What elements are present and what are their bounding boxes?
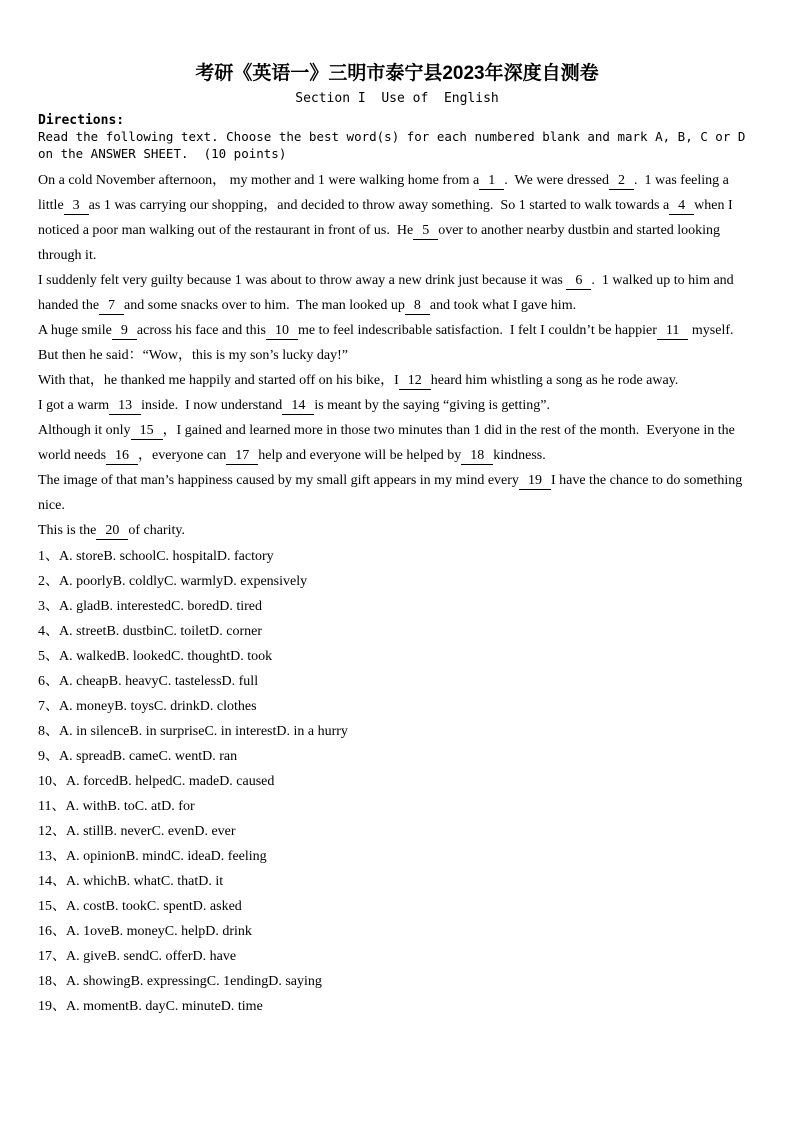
option-a: A. walked (59, 649, 117, 664)
question-row-12 (38, 819, 756, 844)
passage-paragraph: On a cold November afternoon， my mother and 1 were walking home from a 1 . We were dressed 2 . 1 was feeling a little 3 as 1 was carrying our shopping，and decided to throw away something. So 1 started to walk towards a 4 when I noticed a poor man walking out of the restaurant in front of us. He 5 over to another nearby dustbin and started looking through it. (38, 173, 737, 263)
cloze-passage (38, 168, 756, 543)
option-a: A. street (59, 624, 107, 639)
option-b: B. expressing (130, 974, 207, 989)
cloze-blank-7: 7 (99, 297, 124, 315)
option-d: D. ran (202, 749, 238, 764)
option-b: B. never (104, 824, 152, 839)
passage-paragraph: Although it only 15 ，I gained and learned more in those two minutes than 1 did in the rest of the month. Everyone in the world needs 16 ，everyone can 17 help and everyone will be helped by 18 kindness. (38, 423, 739, 463)
option-a: A. give (66, 949, 108, 964)
option-b: B. dustbin (106, 624, 165, 639)
cloze-blank-15: 15 (131, 422, 163, 440)
question-number: 17、 (38, 949, 66, 964)
page-title: 考研《英语一》三明市泰宁县2023年深度自测卷 (195, 63, 599, 84)
passage-paragraph: A huge smile 9 across his face and this 10 me to feel indescribable satisfaction. I felt I couldn’t be happier 11 myself. But then he said：“Wow，this is my son’s lucky day!” (38, 323, 741, 363)
passage-paragraph: This is the 20 of charity. (38, 523, 185, 538)
cloze-blank-10: 10 (266, 322, 298, 340)
question-row-5 (38, 644, 756, 669)
cloze-blank-20: 20 (96, 522, 128, 540)
option-d: D. tired (219, 599, 262, 614)
question-number: 18、 (38, 974, 66, 989)
option-d: D. time (220, 999, 263, 1014)
question-row-3 (38, 594, 756, 619)
option-a: A. store (59, 549, 104, 564)
option-b: B. money (110, 924, 165, 939)
cloze-blank-1: 1 (479, 172, 504, 190)
option-c: C. idea (171, 849, 211, 864)
option-c: C. hospital (156, 549, 217, 564)
option-c: C. at (134, 799, 162, 814)
option-b: B. interested (100, 599, 171, 614)
cloze-blank-3: 3 (64, 197, 89, 215)
option-c: C. warmly (164, 574, 224, 589)
cloze-blank-12: 12 (399, 372, 431, 390)
option-d: D. expensively (223, 574, 308, 589)
option-d: D. it (198, 874, 224, 889)
question-row-19 (38, 994, 756, 1019)
question-row-9 (38, 744, 756, 769)
cloze-blank-14: 14 (282, 397, 314, 415)
option-c: C. that (160, 874, 199, 889)
option-d: D. for (161, 799, 195, 814)
question-number: 5、 (38, 649, 59, 664)
option-c: C. in interest (204, 724, 277, 739)
passage-paragraph: The image of that man’s happiness caused by my small gift appears in my mind every 19 I have the chance to do something nice. (38, 473, 746, 513)
option-b: B. to (107, 799, 135, 814)
option-c: C. thought (171, 649, 231, 664)
option-d: D. ever (194, 824, 236, 839)
option-d: D. saying (268, 974, 322, 989)
option-d: D. asked (192, 899, 242, 914)
option-b: B. send (107, 949, 150, 964)
option-a: A. in silence (59, 724, 130, 739)
question-number: 4、 (38, 624, 59, 639)
cloze-blank-8: 8 (405, 297, 430, 315)
options-list (38, 544, 756, 1019)
option-d: D. have (192, 949, 237, 964)
question-row-2 (38, 569, 756, 594)
option-b: B. came (112, 749, 159, 764)
option-a: A. which (66, 874, 118, 889)
cloze-blank-4: 4 (669, 197, 694, 215)
option-d: D. took (230, 649, 273, 664)
option-a: A. moment (66, 999, 129, 1014)
question-number: 3、 (38, 599, 59, 614)
passage-paragraph: I got a warm 13 inside. I now understand 14 is meant by the saying “giving is getting”. (38, 398, 550, 413)
question-row-7 (38, 694, 756, 719)
cloze-blank-17: 17 (226, 447, 258, 465)
option-c: C. even (151, 824, 195, 839)
option-a: A. forced (66, 774, 119, 789)
option-c: C. drink (153, 699, 200, 714)
option-d: D. full (221, 674, 259, 689)
question-number: 16、 (38, 924, 66, 939)
question-row-16 (38, 919, 756, 944)
question-number: 11、 (38, 799, 66, 814)
question-row-17 (38, 944, 756, 969)
directions-label: Directions: (38, 113, 125, 128)
option-d: D. corner (209, 624, 263, 639)
option-b: B. helped (118, 774, 173, 789)
option-c: C. minute (165, 999, 221, 1014)
question-row-6 (38, 669, 756, 694)
option-d: D. feeling (210, 849, 267, 864)
question-row-11 (38, 794, 756, 819)
option-b: B. looked (116, 649, 171, 664)
question-number: 9、 (38, 749, 59, 764)
option-c: C. went (158, 749, 203, 764)
option-d: D. caused (219, 774, 275, 789)
option-b: B. in surprise (129, 724, 205, 739)
option-b: B. took (105, 899, 147, 914)
question-row-18 (38, 969, 756, 994)
option-a: A. money (59, 699, 115, 714)
question-number: 7、 (38, 699, 59, 714)
option-c: C. toilet (164, 624, 210, 639)
option-c: C. spent (146, 899, 193, 914)
option-c: C. made (172, 774, 220, 789)
option-a: A. showing (66, 974, 131, 989)
question-number: 8、 (38, 724, 59, 739)
option-c: C. 1ending (206, 974, 269, 989)
option-c: C. offer (149, 949, 193, 964)
question-row-10 (38, 769, 756, 794)
question-number: 1、 (38, 549, 59, 564)
cloze-blank-19: 19 (519, 472, 551, 490)
option-c: C. help (164, 924, 206, 939)
option-b: B. toys (114, 699, 154, 714)
option-d: D. clothes (199, 699, 257, 714)
cloze-blank-9: 9 (112, 322, 137, 340)
option-c: C. tasteless (158, 674, 222, 689)
option-a: A. opinion (66, 849, 126, 864)
option-b: B. day (129, 999, 166, 1014)
question-row-14 (38, 869, 756, 894)
question-number: 14、 (38, 874, 66, 889)
option-d: D. factory (216, 549, 274, 564)
option-b: B. heavy (108, 674, 159, 689)
passage-paragraph: I suddenly felt very guilty because 1 was about to throw away a new drink just because it was 6 . 1 walked up to him and handed the 7 and some snacks over to him. The man looked up 8 and took what I gave him. (38, 273, 738, 313)
question-row-13 (38, 844, 756, 869)
question-row-4 (38, 619, 756, 644)
option-a: A. cost (66, 899, 106, 914)
question-row-1 (38, 544, 756, 569)
cloze-blank-6: 6 (566, 272, 591, 290)
option-a: A. spread (59, 749, 113, 764)
passage-paragraph: With that，he thanked me happily and started off on his bike，I 12 heard him whistling a song as he rode away. (38, 373, 679, 388)
option-b: B. what (117, 874, 161, 889)
option-b: B. mind (125, 849, 172, 864)
question-row-15 (38, 894, 756, 919)
question-number: 12、 (38, 824, 66, 839)
cloze-blank-5: 5 (413, 222, 438, 240)
cloze-blank-2: 2 (609, 172, 634, 190)
question-number: 6、 (38, 674, 59, 689)
option-b: B. coldly (112, 574, 165, 589)
question-number: 15、 (38, 899, 66, 914)
option-a: A. with (65, 799, 108, 814)
question-number: 19、 (38, 999, 66, 1014)
cloze-blank-18: 18 (461, 447, 493, 465)
cloze-blank-11: 11 (657, 322, 688, 340)
question-number: 10、 (38, 774, 66, 789)
question-number: 2、 (38, 574, 59, 589)
option-c: C. bored (170, 599, 220, 614)
option-a: A. cheap (59, 674, 109, 689)
cloze-blank-16: 16 (106, 447, 138, 465)
option-a: A. poorly (59, 574, 113, 589)
option-a: A. glad (59, 599, 101, 614)
option-d: D. drink (205, 924, 252, 939)
option-a: A. still (66, 824, 105, 839)
question-row-8 (38, 719, 756, 744)
question-number: 13、 (38, 849, 66, 864)
section-heading: Section I Use of English (295, 91, 499, 106)
directions-text: Read the following text. Choose the best word(s) for each numbered blank and mark A, B, C or D on the ANSWER SHEET. (10 points) (38, 129, 753, 161)
option-d: D. in a hurry (276, 724, 348, 739)
option-b: B. school (103, 549, 157, 564)
option-a: A. 1ove (66, 924, 111, 939)
cloze-blank-13: 13 (109, 397, 141, 415)
